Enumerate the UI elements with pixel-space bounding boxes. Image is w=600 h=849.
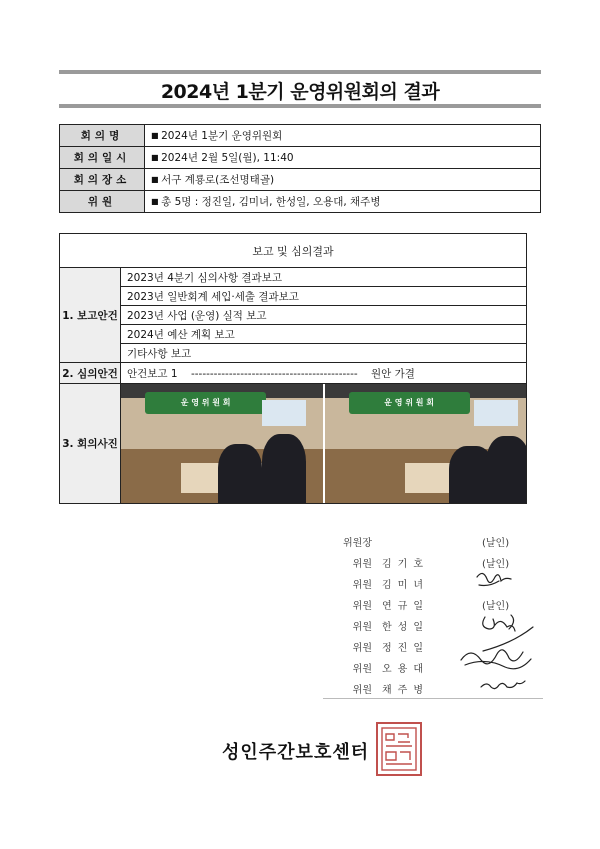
info-row — [60, 125, 541, 147]
signer-role: 위원 — [352, 664, 372, 675]
info-value: ■ 총 5명 : 정진일, 김미녀, 한성일, 오용대, 채주병 — [145, 191, 541, 213]
seal-text: (날인) — [482, 538, 510, 549]
organization-name: 성인주간보호센터 — [222, 742, 370, 763]
signer-name: 정진일 — [382, 643, 429, 654]
info-row — [60, 191, 541, 213]
signer-name: 연규일 — [382, 601, 429, 612]
report-item: 기타사항 보고 — [121, 344, 527, 363]
agenda-result: 원안 가결 — [371, 367, 415, 380]
report-table — [59, 233, 527, 504]
photos-cell — [121, 384, 527, 504]
agenda-name: 안건보고 1 — [127, 367, 178, 380]
seal-text: (날인) — [482, 559, 510, 570]
info-label: 회의장소 — [60, 169, 145, 191]
meeting-photo — [325, 384, 527, 503]
info-row — [60, 147, 541, 169]
report-header: 보고 및 심의결과 — [60, 234, 527, 268]
report-item: 2023년 일반회계 세입·세출 결과보고 — [121, 287, 527, 306]
signature-row — [320, 534, 540, 550]
signer-role: 위원 — [352, 580, 372, 591]
info-row — [60, 169, 541, 191]
report-item: 2023년 4분기 심의사항 결과보고 — [121, 268, 527, 287]
signer-role: 위원 — [352, 601, 372, 612]
section-label: 1. 보고안건 — [60, 268, 121, 363]
title-rule — [59, 104, 541, 108]
handwritten-signatures — [455, 565, 545, 695]
section-label: 2. 심의안건 — [60, 363, 121, 384]
signer-name: 김미녀 — [382, 580, 429, 591]
photo-banner: 운 영 위 원 회 — [145, 392, 266, 414]
photo-banner: 운 영 위 원 회 — [349, 392, 470, 414]
seal-text: (날인) — [482, 601, 510, 612]
signer-name: 오용대 — [382, 664, 429, 675]
meeting-photo — [121, 384, 323, 503]
agenda-row — [121, 363, 527, 384]
signer-name: 김기호 — [382, 559, 429, 570]
signer-role: 위원 — [352, 685, 372, 696]
info-label: 위원 — [60, 191, 145, 213]
meeting-info-table — [59, 124, 541, 213]
report-item: 2023년 사업 (운영) 실적 보고 — [121, 306, 527, 325]
info-label: 회의일시 — [60, 147, 145, 169]
info-value: ■ 서구 계룡로(조선명태골) — [145, 169, 541, 191]
info-value: ■ 2024년 2월 5일(월), 11:40 — [145, 147, 541, 169]
top-rule — [59, 70, 541, 74]
signer-role: 위원 — [352, 643, 372, 654]
signer-role: 위원장 — [343, 538, 372, 549]
leader-dashes: -------------------------------------------- — [180, 367, 368, 380]
page-title: 2024년 1분기 운영위원회의 결과 — [160, 81, 440, 103]
info-value: ■ 2024년 1분기 운영위원회 — [145, 125, 541, 147]
info-label: 회의명 — [60, 125, 145, 147]
signer-name: 한성일 — [382, 622, 429, 633]
signer-role: 위원 — [352, 559, 372, 570]
section-label: 3. 회의사진 — [60, 384, 121, 504]
report-item: 2024년 예산 계획 보고 — [121, 325, 527, 344]
signer-name: 채주병 — [382, 685, 429, 696]
signer-role: 위원 — [352, 622, 372, 633]
official-seal-stamp — [376, 722, 422, 776]
